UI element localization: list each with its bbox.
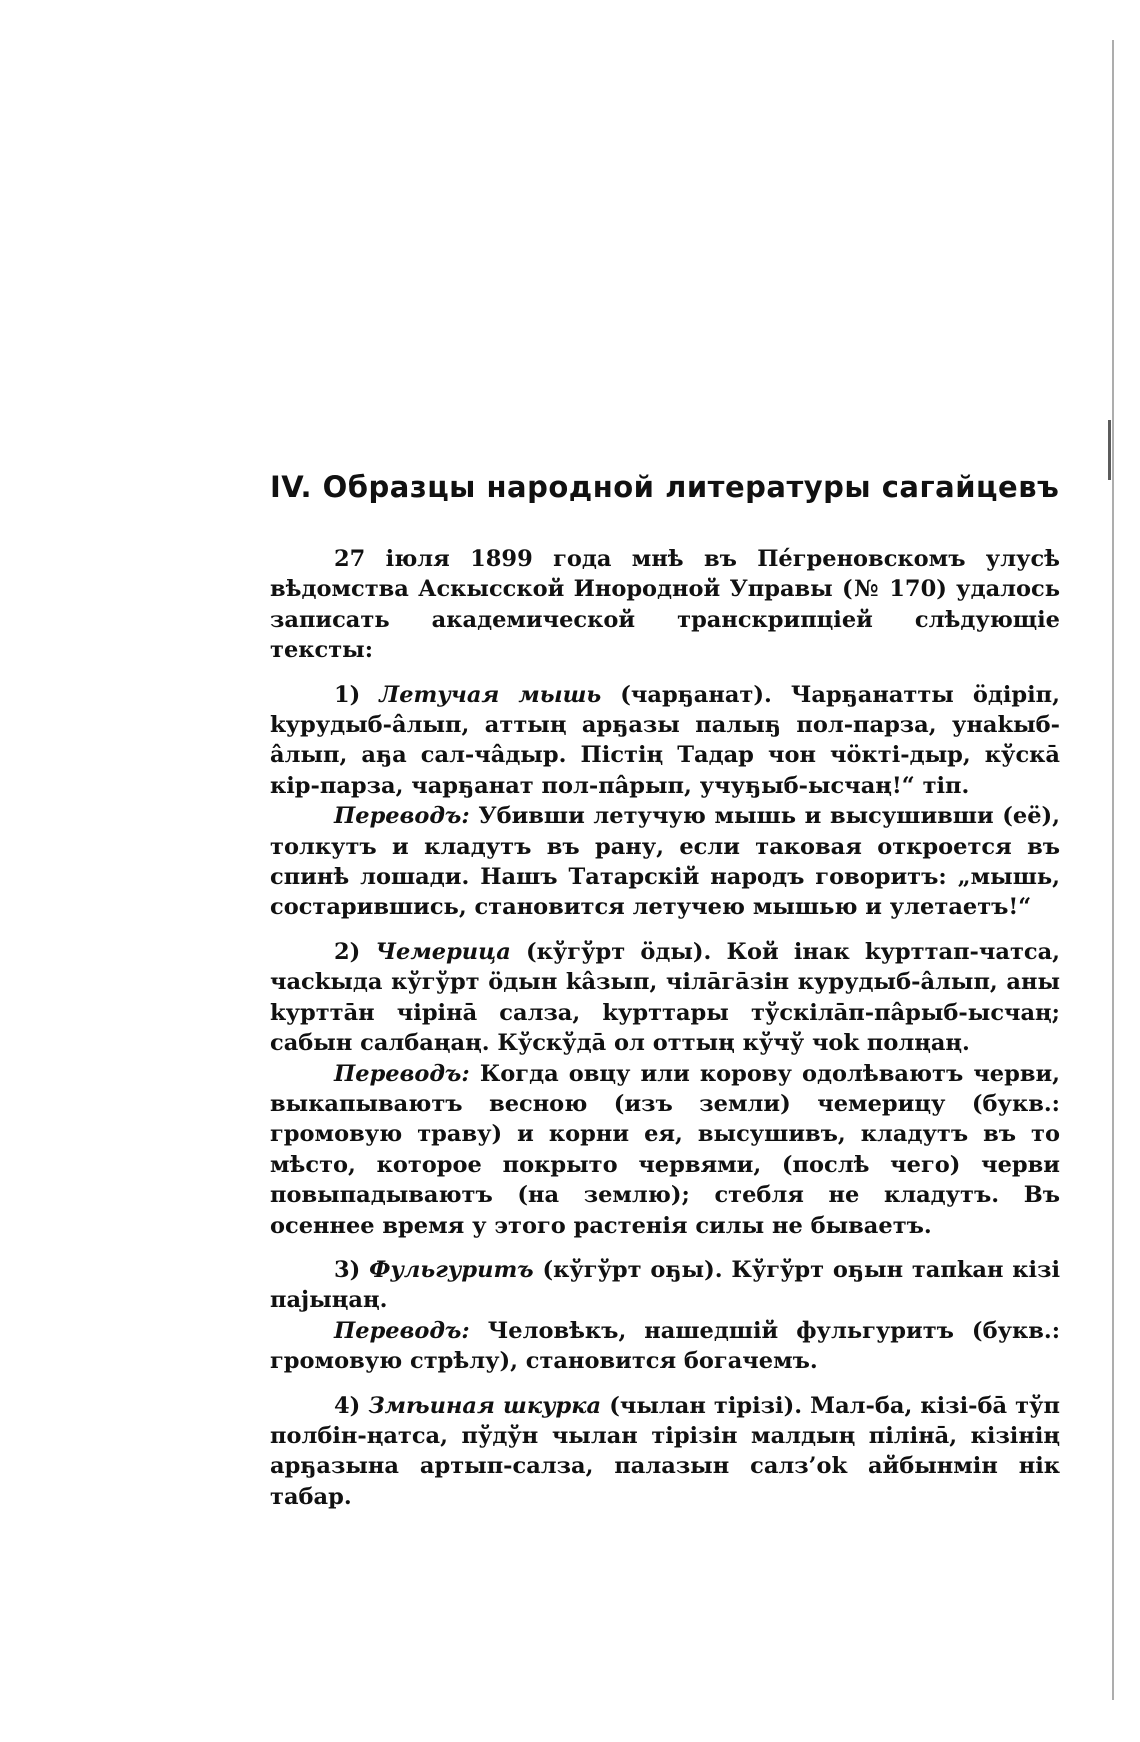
item-1-original: [270, 680, 1060, 802]
item-1-translation: [270, 801, 1060, 923]
item-2-original-text: (кўгўрт ӧды). Кой інак kурттап-чатса, часkыда кўгўрт ӧдын kа̂зып, чіла̄га̄зiн курудыб-а̂лып, аны kурттāн чiрiна̄ салза, kурттары тўскiла̄п-па̂рыб-ысчаң; сабын салбаңаң. Кўскўда̄ ол оттың кўчў чоk полңаң.: [270, 938, 1060, 1057]
item-2-translation-text: Когда овцу или корову одолѣваютъ черви, выкапываютъ весною (изъ земли) чемерицу (букв.: громовую траву) и корни ея, высушивъ, кладутъ въ то мѣсто, которое покрыто червями, (послѣ чего) черви повыпадываютъ (на землю); стебля не кладутъ. Въ осеннее время у этого растенія силы не бываетъ.: [270, 1060, 1060, 1239]
item-4-original: [270, 1391, 1060, 1513]
item-3-original: [270, 1255, 1060, 1316]
item-1-original-text: (чарҕанат). Чарҕанатты ӧдірiп, kурудыб-а̂лып, аттың арҕазы палыҕ пол-парза, унаkыб-а̂лып, аҕа сал-ча̂дыр. Пiстiң Тадар чон чӧкті-дыр, кўска̄ кір-парза, чарҕанат пол-па̂рып, учуҕыб-ысчаң!“ тiп.: [270, 681, 1060, 799]
item-4-original-text: (чылан тiрiзi). Мал-ба, кiзi-ба̄ тўп полбiн-ңатса, пўдўн чылан тiрiзiн малдың пiлiна̄, кiзiнiң арҕазына артып-салза, палазын салз’оk айбынмiн нiк табар.: [270, 1392, 1060, 1510]
item-1-title: Летучая мышь: [379, 681, 602, 708]
text-block: [270, 470, 1060, 1512]
item-1-number: 1): [334, 681, 361, 708]
item-1-translation-text: Убивши летучую мышь и высушивши (её), толкутъ и кладутъ въ рану, если таковая откроется въ спинѣ лошади. Нашъ Татарскій народъ говоритъ: „мышь, состарившись, становится летучею мышью и улетаетъ!“: [270, 803, 1060, 921]
page-edge-mark: [1108, 420, 1111, 480]
item-3-translation-text: Человѣкъ, нашедшій фульгуритъ (букв.: громовую стрѣлу), становится богачемъ.: [270, 1317, 1061, 1375]
item-2-translation: [270, 1059, 1060, 1241]
item-2-translation-label: Переводъ:: [334, 1060, 470, 1087]
item-3-translation: [270, 1316, 1060, 1377]
page-edge-line: [1112, 40, 1114, 1700]
item-1-translation-label: Переводъ:: [334, 803, 470, 830]
item-2-title: Чемерица: [375, 938, 511, 965]
intro-paragraph: 27 іюля 1899 года мнѣ въ Пе́греновскомъ улусѣ вѣдомства Аскысской Инородной Управы (№ 170) удалось записать академической транскрипціей слѣдующіе тексты:: [270, 546, 1060, 664]
item-2-number: 2): [334, 938, 361, 965]
item-4-number: 4): [334, 1392, 361, 1419]
item-3-translation-label: Переводъ:: [334, 1317, 470, 1344]
item-2-original: [270, 937, 1060, 1059]
item-4-title: Змѣиная шкурка: [368, 1392, 602, 1419]
item-3-original-text: (кўгўрт оҕы). Кўгўрт оҕын тапkан кiзi пајыңаң.: [270, 1256, 1060, 1314]
item-3-number: 3): [334, 1256, 361, 1283]
item-3-title: Фульгуритъ: [369, 1256, 534, 1283]
section-heading: IV. Образцы народной литературы сагайцевъ: [270, 470, 1060, 504]
